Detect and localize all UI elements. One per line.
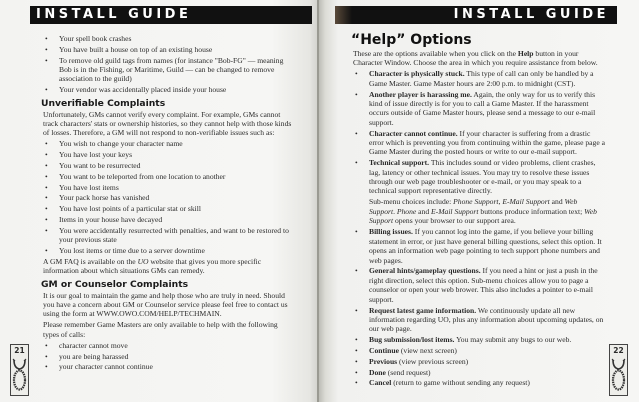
list-item: • Billing issues. If you cannot log into the game, if you believe your billing statement in error, or just have general billing questions, select this option. It opens an information web page pointing to tech support phone numbers and web pages. [355, 227, 602, 265]
list-item: • Done (send request) [355, 367, 431, 377]
bullet-icon: • [45, 139, 48, 149]
right-page-content [353, 32, 605, 389]
list-item: • You have built a house on top of an existing house [45, 44, 213, 54]
list-item: • Your vendor was accidentally placed inside your house [45, 85, 227, 95]
bullet-icon: • [45, 340, 48, 350]
bullet-icon: • [355, 367, 358, 377]
list-item: • Previous (view previous screen) [355, 356, 469, 366]
help-options-intro: These are the options available when you click on the Help button in your Character Window. Choose the area in which you require assistance from below. [353, 49, 598, 68]
list-item: • You want to be teleported from one location to another [45, 171, 226, 181]
left-page-content [43, 34, 293, 373]
bullet-icon: • [355, 128, 358, 138]
bullet-icon: • [45, 215, 48, 224]
left-page [0, 0, 319, 402]
unverifiable-complaints-heading: Unverifiable Complaints [41, 97, 166, 109]
list-item: • You were accidentally resurrected with penalties, and want to be restored to your previous state [45, 225, 289, 245]
list-item: • You wish to change your character name [45, 139, 183, 149]
list-item: • Your spell book crashes [45, 34, 132, 43]
bullet-icon: • [355, 158, 358, 168]
list-item: • Character cannot continue. If your character is suffering from a drastic error which is preventing you from continuing within the game, please page a Game Master during the posted hours or write to our e-mail support. [355, 128, 605, 157]
submenu-choices-paragraph: Sub-menu choices include: Phone Support, E-Mail Support and Web Support. Phone and E-Mail Support buttons produce information text; Web Support opens your browser to our support area. [369, 197, 597, 226]
unverifiable-bullet-list [43, 139, 293, 255]
bullet-icon: • [355, 89, 358, 99]
ankh-ornament-icon [12, 356, 27, 394]
gm-availability-paragraph: Please remember Game Masters are only available to help with the following types of calls: [43, 320, 278, 339]
bullet-icon: • [355, 305, 358, 315]
bullet-icon: • [355, 345, 358, 355]
list-item: • you are being harassed [45, 351, 129, 361]
bullet-icon: • [45, 85, 48, 95]
list-item: • You want to be resurrected [45, 161, 141, 171]
bullet-icon: • [45, 150, 48, 160]
page-number: 21 [14, 346, 25, 355]
bullet-icon: • [355, 69, 358, 79]
help-options-list-continued [353, 227, 605, 387]
bullet-icon: • [45, 171, 48, 181]
bullet-icon: • [45, 182, 48, 192]
bullet-icon: • [355, 227, 358, 237]
bullet-icon: • [45, 351, 48, 361]
unverifiable-paragraph: Unfortunately, GMs cannot verify every complaint. For example, GMs cannot track characters' stats or ownership histories, so they cannot help with those kinds of losses. Therefore, a GM will not respond to non-verifiable issues such as: [43, 109, 292, 138]
list-item: • Character is physically stuck. This type of call can only be handled by a Game Master. Game Master hours are 2:00 p.m. to midnight (CST). [355, 69, 594, 88]
list-item: • General hints/gameplay questions. If you need a hint or just a push in the right direction, select this option. Sub-menu choices allow you to page a counselor or open your web brower. This also includes a pointer to e-mail support. [355, 266, 598, 304]
ankh-ornament-icon [611, 356, 626, 394]
install-guide-banner-right: INSTALL GUIDE [335, 6, 617, 24]
list-item: • Technical support. This includes sound or video problems, client crashes, lag, latency or other technical issues. You may try to resolve these issues through our web page troubleshooter or e-mail, or you may speak to a technical support representative directly. [355, 158, 596, 196]
right-page [319, 0, 639, 402]
list-item: • Bug submission/lost items. You may submit any bugs to our web. [355, 335, 572, 345]
gm-counselor-complaints-heading: GM or Counselor Complaints [41, 278, 189, 290]
page-number: 22 [613, 346, 624, 355]
bullet-icon: • [45, 44, 48, 54]
page-number-box [609, 344, 628, 396]
bullet-icon: • [45, 161, 48, 171]
list-item: • Items in your house have decayed [45, 215, 163, 224]
list-item: • Your pack horse has vanished [45, 193, 150, 203]
help-options-list [353, 69, 605, 195]
list-item: • You lost items or time due to a server downtime [45, 246, 205, 255]
bullet-icon: • [355, 335, 358, 345]
bullet-icon: • [45, 362, 48, 372]
bullet-icon: • [355, 356, 358, 366]
list-item: • character cannot move [45, 340, 128, 350]
bullet-icon: • [45, 246, 48, 255]
gm-counselor-paragraph: It is our goal to maintain the game and help those who are truly in need. Should you have a concern about GM or Counselor service please feel free to contact us using the form at WWW.OWO.COM/HELP/TECHMAIN. [43, 290, 288, 319]
list-item: • Continue (view next screen) [355, 345, 457, 355]
help-options-heading: “Help” Options [351, 32, 472, 48]
bullet-icon: • [45, 204, 48, 214]
list-item: • You have lost items [45, 182, 119, 192]
list-item: • Request latest game information. We continuously update all new information regarding UO, plus any information about upcoming updates, on our web page. [355, 305, 604, 334]
bullet-icon: • [45, 34, 48, 43]
page-number-box [10, 344, 29, 396]
bullet-icon: • [355, 378, 358, 388]
gm-faq-paragraph: A GM FAQ is available on the UO website that gives you more specific information about which situations GMs can remedy. [43, 256, 262, 276]
intro-bullet-list [43, 34, 293, 95]
list-item: • Another player is harassing me. Again, the only way for us to verify this kind of issue directly is for you to call a Game Master. If the harassment occurs outside of Game Master hours, please send a message to our e-mail support. [355, 89, 596, 127]
list-item: • You have lost your keys [45, 150, 133, 160]
gm-call-types-list [43, 341, 293, 372]
bullet-icon: • [45, 225, 48, 235]
list-item: • You have lost points of a particular stat or skill [45, 204, 202, 214]
bullet-icon: • [45, 193, 48, 203]
install-guide-banner-left: INSTALL GUIDE [30, 6, 312, 24]
list-item: • To remove old guild tags from names (for instance "Bob-FG" — meaning Bob is in the Fishing, or Maritime, Guild — can be changed to remove association to the guild) [45, 55, 284, 84]
list-item: • your character cannot continue [45, 362, 153, 372]
bullet-icon: • [355, 266, 358, 276]
bullet-icon: • [45, 55, 48, 65]
list-item: • Cancel (return to game without sending any request) [355, 378, 530, 388]
